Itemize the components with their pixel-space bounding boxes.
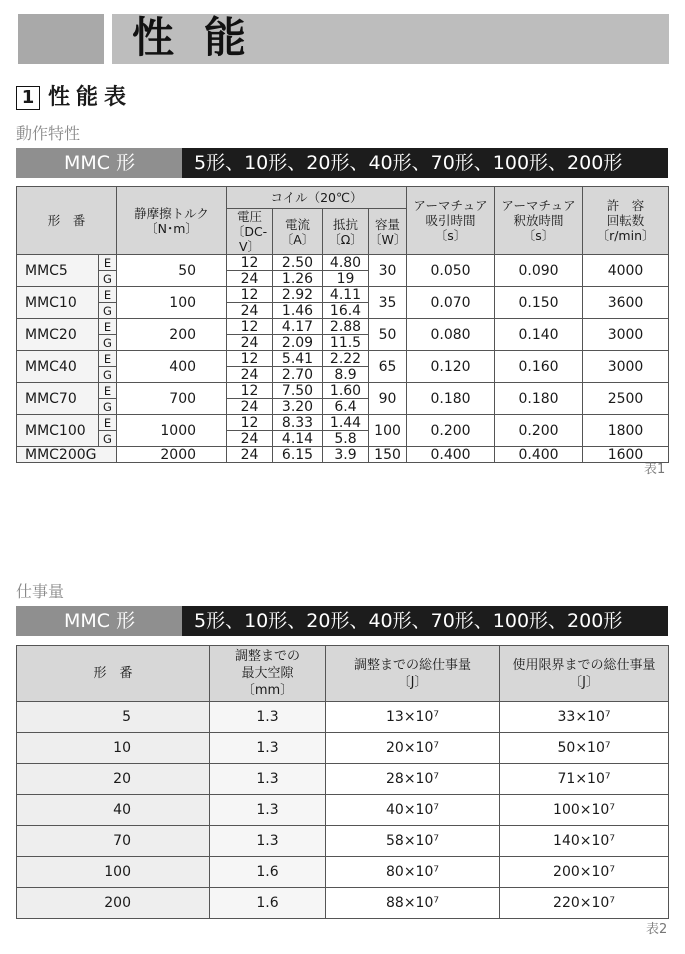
table-row [17, 447, 669, 463]
row-capacity: 90 [369, 383, 407, 415]
row-current: 2.09 [273, 335, 323, 351]
col-torque: 静摩擦トルク 〔N･m〕 [117, 187, 227, 255]
work-bar-left: MMC 形 [16, 606, 182, 636]
row-limit-work: 140×10⁷ [500, 826, 669, 857]
col-current: 電流 〔A〕 [273, 209, 323, 255]
row-capacity: 30 [369, 255, 407, 287]
table-row [17, 857, 669, 888]
table-row [17, 795, 669, 826]
row-current: 8.33 [273, 415, 323, 431]
row-speed: 3600 [583, 287, 669, 319]
col-resistance: 抵抗 〔Ω〕 [323, 209, 369, 255]
row-adjust-work: 80×10⁷ [326, 857, 500, 888]
operating-model-bar [16, 148, 668, 178]
row-voltage: 24 [227, 271, 273, 287]
table-row [17, 319, 669, 335]
table-row [17, 702, 669, 733]
row-voltage: 12 [227, 287, 273, 303]
row-resistance: 1.44 [323, 415, 369, 431]
row-model: 5 [17, 702, 210, 733]
col-voltage: 電圧 〔DC-V〕 [227, 209, 273, 255]
row-model: MMC10 [17, 287, 99, 319]
row-type-g: G [99, 431, 117, 447]
row-type-e: E [99, 383, 117, 399]
row-speed: 1600 [583, 447, 669, 463]
row-current: 6.15 [273, 447, 323, 463]
row-release: 0.180 [495, 383, 583, 415]
row-capacity: 35 [369, 287, 407, 319]
row-gap: 1.3 [210, 795, 326, 826]
row-model: MMC20 [17, 319, 99, 351]
row-limit-work: 200×10⁷ [500, 857, 669, 888]
operating-table [16, 186, 669, 463]
row-capacity: 65 [369, 351, 407, 383]
operating-bar-left: MMC 形 [16, 148, 182, 178]
row-release: 0.150 [495, 287, 583, 319]
section-number: 1 [16, 86, 40, 110]
row-resistance: 2.22 [323, 351, 369, 367]
row-torque: 400 [117, 351, 227, 383]
row-limit-work: 100×10⁷ [500, 795, 669, 826]
col-model: 形 番 [17, 646, 210, 702]
row-limit-work: 50×10⁷ [500, 733, 669, 764]
row-model: 70 [17, 826, 210, 857]
row-resistance: 4.11 [323, 287, 369, 303]
row-current: 3.20 [273, 399, 323, 415]
row-release: 0.090 [495, 255, 583, 287]
work-label: 仕事量 [16, 582, 65, 601]
row-speed: 2500 [583, 383, 669, 415]
row-voltage: 24 [227, 399, 273, 415]
row-current: 2.92 [273, 287, 323, 303]
row-voltage: 12 [227, 255, 273, 271]
row-torque: 1000 [117, 415, 227, 447]
operating-bar-right: 5形、10形、20形、40形、70形、100形、200形 [182, 148, 668, 178]
col-attract: アーマチュア 吸引時間 〔s〕 [407, 187, 495, 255]
row-current: 4.17 [273, 319, 323, 335]
row-adjust-work: 13×10⁷ [326, 702, 500, 733]
row-voltage: 24 [227, 447, 273, 463]
row-voltage: 12 [227, 383, 273, 399]
row-gap: 1.3 [210, 702, 326, 733]
row-type-e: E [99, 255, 117, 271]
row-speed: 3000 [583, 351, 669, 383]
row-torque: 700 [117, 383, 227, 415]
table-row [17, 255, 669, 271]
row-model: 20 [17, 764, 210, 795]
row-speed: 3000 [583, 319, 669, 351]
row-resistance: 4.80 [323, 255, 369, 271]
row-adjust-work: 88×10⁷ [326, 888, 500, 919]
row-attract: 0.050 [407, 255, 495, 287]
row-release: 0.200 [495, 415, 583, 447]
row-voltage: 12 [227, 351, 273, 367]
section-title: 性能表 [48, 85, 133, 110]
row-resistance: 5.8 [323, 431, 369, 447]
table-row [17, 351, 669, 367]
row-type-g: G [99, 367, 117, 383]
table-row [17, 287, 669, 303]
row-speed: 1800 [583, 415, 669, 447]
row-current: 1.26 [273, 271, 323, 287]
row-current: 5.41 [273, 351, 323, 367]
row-current: 7.50 [273, 383, 323, 399]
row-gap: 1.6 [210, 888, 326, 919]
row-adjust-work: 20×10⁷ [326, 733, 500, 764]
table-row [17, 415, 669, 431]
work-table [16, 645, 669, 919]
table-row [17, 733, 669, 764]
row-voltage: 12 [227, 319, 273, 335]
row-type-e: E [99, 287, 117, 303]
row-resistance: 8.9 [323, 367, 369, 383]
row-resistance: 16.4 [323, 303, 369, 319]
row-voltage: 24 [227, 335, 273, 351]
row-attract: 0.080 [407, 319, 495, 351]
row-gap: 1.6 [210, 857, 326, 888]
row-attract: 0.200 [407, 415, 495, 447]
row-torque: 50 [117, 255, 227, 287]
row-type-e: E [99, 351, 117, 367]
operating-label: 動作特性 [16, 124, 81, 143]
row-gap: 1.3 [210, 826, 326, 857]
row-release: 0.160 [495, 351, 583, 383]
row-model: 10 [17, 733, 210, 764]
row-model: MMC70 [17, 383, 99, 415]
col-release: アーマチュア 釈放時間 〔s〕 [495, 187, 583, 255]
row-type-e: E [99, 319, 117, 335]
page-title: 性能 [132, 13, 277, 62]
row-model: MMC200G [17, 447, 117, 463]
row-model: MMC5 [17, 255, 99, 287]
row-attract: 0.120 [407, 351, 495, 383]
row-voltage: 12 [227, 415, 273, 431]
work-bar-right: 5形、10形、20形、40形、70形、100形、200形 [182, 606, 668, 636]
row-limit-work: 33×10⁷ [500, 702, 669, 733]
col-adjust-work: 調整までの総仕事量 〔J〕 [326, 646, 500, 702]
col-capacity: 容量 〔W〕 [369, 209, 407, 255]
row-model: 100 [17, 857, 210, 888]
row-resistance: 11.5 [323, 335, 369, 351]
row-release: 0.400 [495, 447, 583, 463]
row-adjust-work: 58×10⁷ [326, 826, 500, 857]
row-current: 4.14 [273, 431, 323, 447]
row-release: 0.140 [495, 319, 583, 351]
row-torque: 200 [117, 319, 227, 351]
table-row [17, 764, 669, 795]
row-type-g: G [99, 399, 117, 415]
row-voltage: 24 [227, 367, 273, 383]
table1-caption: 表1 [644, 462, 666, 477]
row-torque: 100 [117, 287, 227, 319]
row-type-g: G [99, 335, 117, 351]
row-resistance: 1.60 [323, 383, 369, 399]
header-gray-block [18, 14, 104, 64]
col-coil: コイル（20℃） [227, 187, 407, 209]
row-attract: 0.180 [407, 383, 495, 415]
table2-caption: 表2 [646, 922, 668, 937]
table-row [17, 383, 669, 399]
row-model: 200 [17, 888, 210, 919]
row-attract: 0.400 [407, 447, 495, 463]
row-resistance: 19 [323, 271, 369, 287]
row-adjust-work: 28×10⁷ [326, 764, 500, 795]
row-resistance: 2.88 [323, 319, 369, 335]
col-limit-work: 使用限界までの総仕事量 〔J〕 [500, 646, 669, 702]
row-model: MMC40 [17, 351, 99, 383]
col-model: 形 番 [17, 187, 117, 255]
row-gap: 1.3 [210, 733, 326, 764]
row-capacity: 50 [369, 319, 407, 351]
row-speed: 4000 [583, 255, 669, 287]
row-voltage: 24 [227, 303, 273, 319]
row-adjust-work: 40×10⁷ [326, 795, 500, 826]
row-limit-work: 71×10⁷ [500, 764, 669, 795]
row-type-g: G [99, 271, 117, 287]
row-capacity: 100 [369, 415, 407, 447]
row-attract: 0.070 [407, 287, 495, 319]
col-gap: 調整までの 最大空隙 〔mm〕 [210, 646, 326, 702]
row-resistance: 6.4 [323, 399, 369, 415]
row-current: 1.46 [273, 303, 323, 319]
table-row [17, 826, 669, 857]
col-speed: 許 容 回転数 〔r/min〕 [583, 187, 669, 255]
work-model-bar [16, 606, 668, 636]
row-torque: 2000 [117, 447, 227, 463]
table-row [17, 888, 669, 919]
row-model: 40 [17, 795, 210, 826]
row-type-e: E [99, 415, 117, 431]
row-current: 2.70 [273, 367, 323, 383]
row-capacity: 150 [369, 447, 407, 463]
row-voltage: 24 [227, 431, 273, 447]
row-resistance: 3.9 [323, 447, 369, 463]
row-gap: 1.3 [210, 764, 326, 795]
row-current: 2.50 [273, 255, 323, 271]
row-model: MMC100 [17, 415, 99, 447]
row-limit-work: 220×10⁷ [500, 888, 669, 919]
row-type-g: G [99, 303, 117, 319]
